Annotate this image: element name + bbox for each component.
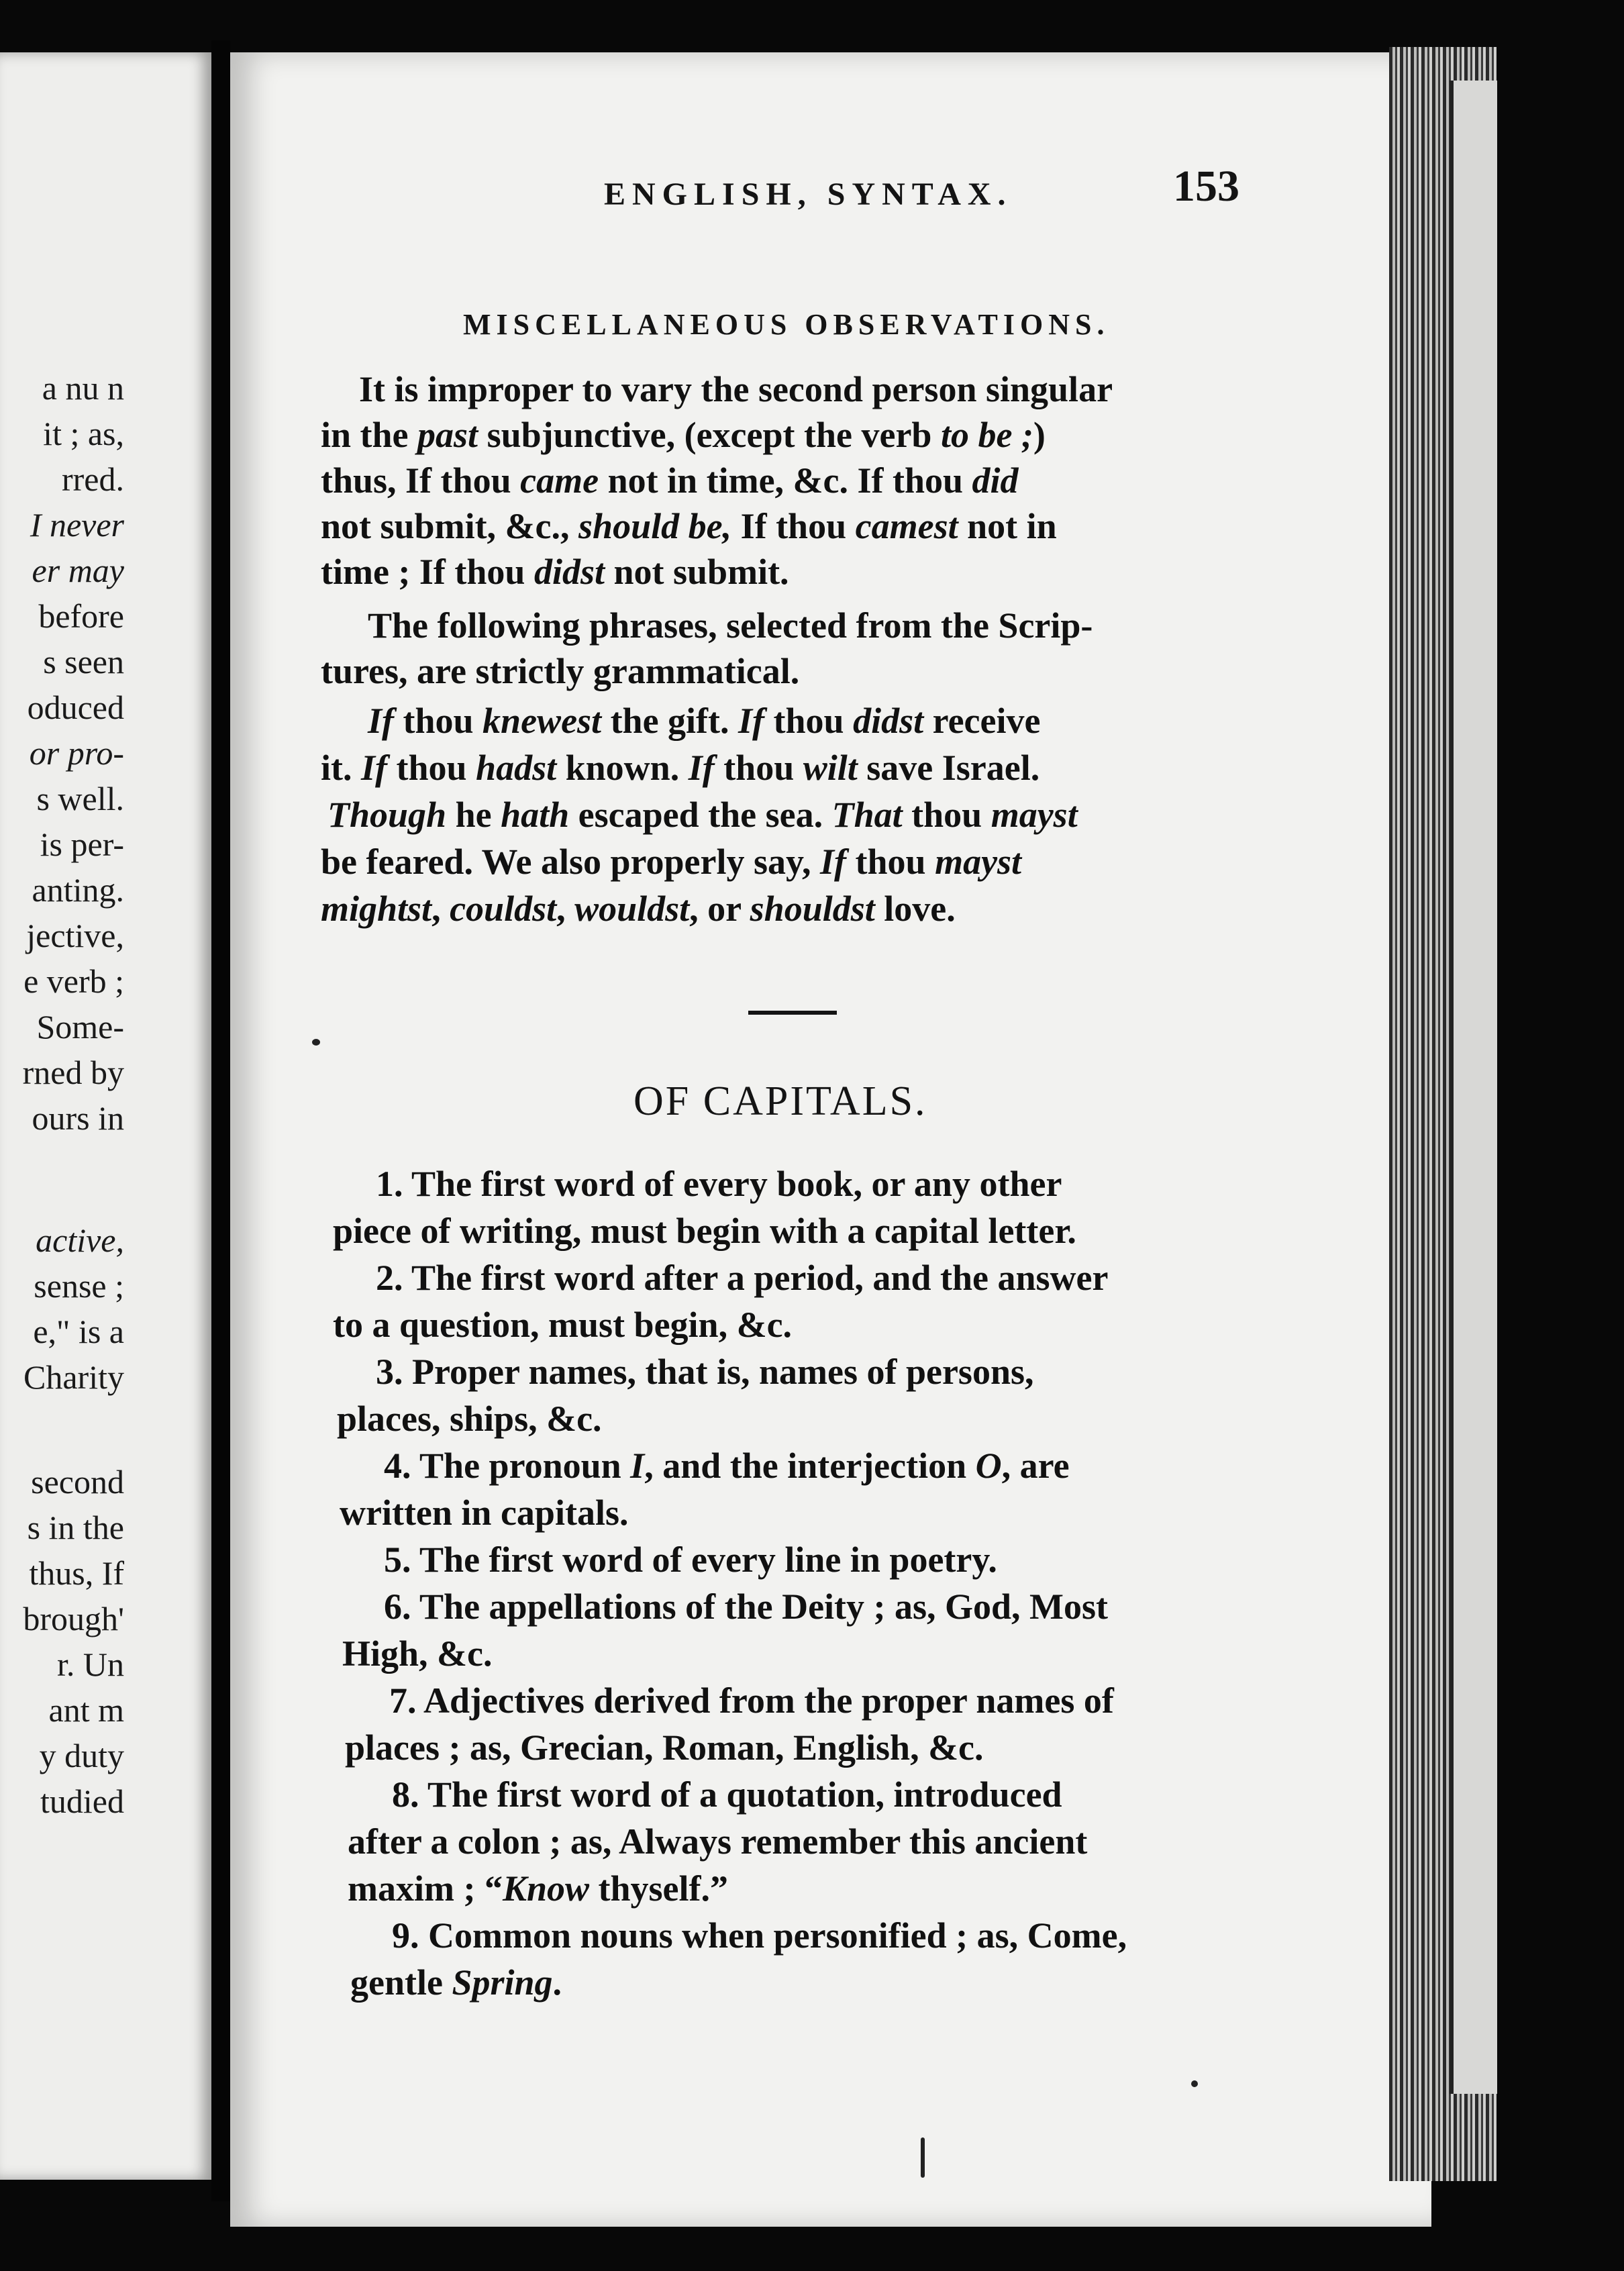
text-run: love. <box>874 889 956 929</box>
text-line: tures, are strictly grammatical. <box>321 651 800 691</box>
italic-run: hath <box>501 795 570 835</box>
italic-run: wilt <box>803 748 858 788</box>
italic-run: did <box>972 460 1019 501</box>
text-run: the gift. <box>601 701 739 741</box>
italic-run: If <box>738 701 765 741</box>
left-fragment-line: y duty <box>39 1737 124 1774</box>
rule-line: places ; as, Grecian, Roman, English, &c. <box>345 1727 984 1768</box>
text-run: be feared. We also properly say, <box>321 842 821 882</box>
left-fragment-line: jective, <box>26 917 124 954</box>
text-run: thou <box>394 701 483 741</box>
text-line <box>321 412 1046 458</box>
italic-run: That <box>831 795 903 835</box>
rule-line: written in capitals. <box>340 1493 629 1533</box>
rule-line <box>350 1960 562 2005</box>
italic-run: knewest <box>483 701 602 741</box>
text-run: thus, If thou <box>321 460 521 501</box>
text-run: thou <box>846 842 935 882</box>
text-line <box>327 792 1078 838</box>
italic-run: If <box>368 701 394 741</box>
text-run: known. <box>556 748 689 788</box>
italic-run: Spring <box>452 1962 553 2003</box>
left-fragment-line: second <box>31 1463 124 1501</box>
running-header: ENGLISH, SYNTAX. <box>604 176 1013 212</box>
page-number: 153 <box>1173 162 1239 211</box>
text-run: it. <box>321 748 361 788</box>
text-line <box>321 745 1039 791</box>
left-fragment-line: it ; as, <box>43 415 124 452</box>
left-fragment-text: I never <box>30 506 124 544</box>
ink-speck <box>312 1039 320 1046</box>
italic-run: didst <box>534 552 605 592</box>
rule-line: 3. Proper names, that is, names of persons, <box>376 1352 1034 1392</box>
rule-line: to a question, must begin, &c. <box>333 1305 793 1345</box>
text-line <box>368 698 1040 744</box>
italic-run: to be ; <box>940 415 1033 455</box>
text-run: not in time, &c. If thou <box>599 460 972 501</box>
left-fragment-line <box>36 1220 124 1260</box>
italic-run: came <box>520 460 599 501</box>
text-run: thyself.” <box>589 1868 729 1909</box>
back-cover-edge <box>1450 81 1497 2094</box>
left-fragment-line: before <box>38 597 124 635</box>
italic-run: Know <box>502 1868 590 1909</box>
text-run: 4. The pronoun <box>384 1446 631 1486</box>
text-line <box>321 503 1057 549</box>
rule-line: places, ships, &c. <box>337 1399 602 1439</box>
text-run: thou <box>387 748 476 788</box>
italic-run: mightst <box>321 889 432 929</box>
text-line <box>321 549 789 595</box>
left-fragment-line: rred. <box>62 460 124 498</box>
rule-line: piece of writing, must begin with a capital letter. <box>333 1211 1076 1251</box>
text-run: , are <box>1001 1446 1070 1486</box>
italic-run: If <box>820 842 847 882</box>
text-run: not in <box>958 506 1057 546</box>
italic-run: Though <box>327 795 447 835</box>
left-fragment-line <box>32 550 124 591</box>
left-fragment-line: oduced <box>27 689 124 726</box>
left-fragment-line <box>30 505 124 545</box>
text-line: It is improper to vary the second person singular <box>359 369 1113 409</box>
ink-mark <box>921 2137 925 2178</box>
left-fragment-line: ours in <box>32 1099 124 1137</box>
italic-run: camest <box>855 506 958 546</box>
italic-run: wouldst <box>574 889 690 929</box>
left-fragment-line: ant m <box>48 1691 124 1729</box>
italic-run: couldst <box>450 889 557 929</box>
rule-line: 5. The first word of every line in poetry. <box>384 1540 997 1580</box>
rule-line: 2. The first word after a period, and the answer <box>376 1258 1109 1298</box>
left-fragment-text: er may <box>32 552 124 589</box>
rule-line <box>384 1443 1070 1488</box>
italic-run: O <box>975 1446 1002 1486</box>
rule-line <box>348 1866 728 1911</box>
italic-run: shouldst <box>750 889 875 929</box>
text-run: ) <box>1033 415 1046 455</box>
text-line <box>321 886 956 931</box>
left-fragment-text: active, <box>36 1221 124 1259</box>
text-run: , <box>432 889 450 929</box>
left-fragment-line: s in the <box>27 1509 124 1546</box>
text-run: , <box>556 889 575 929</box>
text-line <box>321 839 1021 885</box>
text-run: receive <box>923 701 1041 741</box>
text-run: not submit, &c., <box>321 506 579 546</box>
text-run: escaped the sea. <box>569 795 832 835</box>
left-fragment-line: rned by <box>22 1054 124 1091</box>
rule-line: 6. The appellations of the Deity ; as, God, Most <box>384 1586 1109 1627</box>
left-fragment-line: Charity <box>23 1358 124 1396</box>
left-fragment-line: e," is a <box>33 1313 124 1350</box>
left-fragment-line: anting. <box>32 871 124 909</box>
left-fragment-line <box>30 733 124 773</box>
rule-line: 7. Adjectives derived from the proper names of <box>389 1680 1114 1721</box>
text-run: maxim ; “ <box>348 1868 503 1909</box>
left-fragment-line: sense ; <box>34 1267 124 1305</box>
text-run: in the <box>321 415 418 455</box>
italic-run: hadst <box>476 748 557 788</box>
left-fragment-text: or pro- <box>29 734 124 772</box>
text-run: thou <box>902 795 991 835</box>
rule-line: 1. The first word of every book, or any other <box>376 1164 1062 1204</box>
text-line <box>321 458 1019 503</box>
section-divider-rule <box>748 1011 837 1015</box>
left-fragment-line: r. Un <box>57 1646 124 1683</box>
text-run: , and the interjection <box>644 1446 976 1486</box>
text-run: thou <box>714 748 803 788</box>
text-run: save Israel. <box>857 748 1040 788</box>
rule-line: High, &c. <box>342 1633 493 1674</box>
left-fragment-line: thus, If <box>29 1554 124 1592</box>
left-fragment-line: brough' <box>23 1600 124 1637</box>
left-fragment-line: tudied <box>40 1782 124 1820</box>
text-line: The following phrases, selected from the Scrip- <box>368 605 1093 646</box>
italic-run: If <box>688 748 715 788</box>
italic-run: If <box>361 748 387 788</box>
rule-line: after a colon ; as, Always remember this ancient <box>348 1821 1088 1862</box>
text-run: not submit. <box>605 552 789 592</box>
text-run: If thou <box>731 506 856 546</box>
rule-line: 9. Common nouns when personified ; as, Come, <box>392 1915 1127 1956</box>
book-gutter <box>211 40 230 2201</box>
left-fragment-line: a nu n <box>42 369 124 407</box>
italic-run: should be, <box>578 506 732 546</box>
ink-speck <box>1191 2080 1198 2087</box>
italic-run: past <box>417 415 478 455</box>
text-run: thou <box>764 701 854 741</box>
italic-run: I <box>630 1446 645 1486</box>
text-run: . <box>552 1962 562 2003</box>
italic-run: mayst <box>991 795 1078 835</box>
left-fragment-line: s well. <box>36 780 124 817</box>
text-run: he <box>446 795 501 835</box>
section-heading: MISCELLANEOUS OBSERVATIONS. <box>463 308 1110 341</box>
rule-line: 8. The first word of a quotation, introduced <box>392 1774 1062 1815</box>
left-fragment-line: is per- <box>40 825 124 863</box>
left-fragment-line: s seen <box>43 643 124 680</box>
text-run: time ; If thou <box>321 552 534 592</box>
italic-run: mayst <box>935 842 1022 882</box>
left-fragment-line: e verb ; <box>23 962 124 1000</box>
text-run: , or <box>689 889 750 929</box>
left-fragment-line: Some- <box>36 1008 124 1046</box>
chapter-title: OF CAPITALS. <box>633 1078 927 1124</box>
text-run: subjunctive, (except the verb <box>478 415 941 455</box>
previous-page-fragment <box>0 52 211 2180</box>
text-run: gentle <box>350 1962 452 2003</box>
italic-run: didst <box>853 701 924 741</box>
